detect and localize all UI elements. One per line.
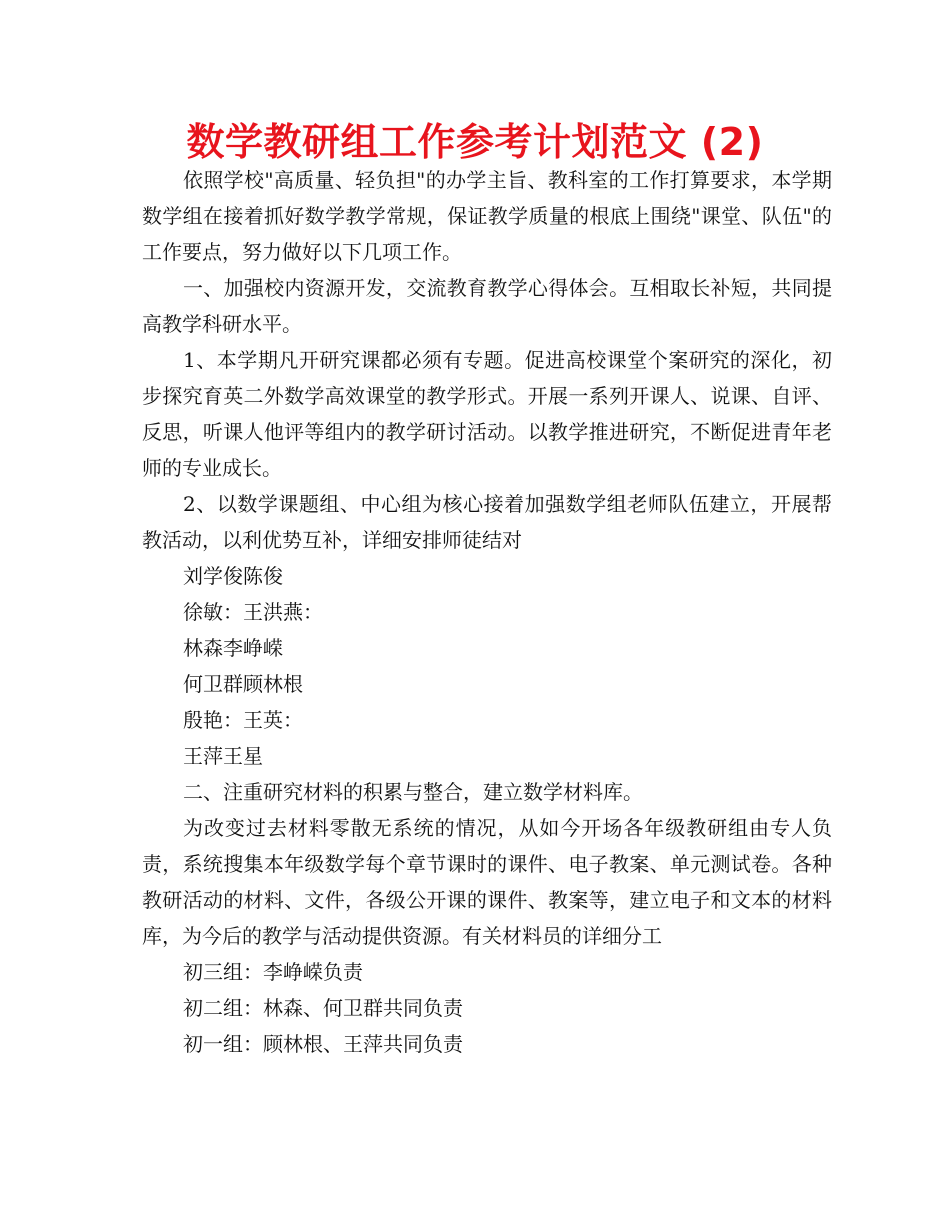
document-body — [142, 162, 832, 1062]
mentor-pair: 殷艳：王英： — [183, 708, 303, 732]
document-title: 数学教研组工作参考计划范文 (2) — [186, 120, 764, 164]
section1-heading: 一、加强校内资源开发，交流教育教学心得体会。互相取长补短，共同提高教学科研水平。 — [142, 276, 832, 336]
mentor-pair: 徐敏：王洪燕： — [183, 600, 323, 624]
item1-paragraph: 1、本学期凡开研究课都必须有专题。促进高校课堂个案研究的深化，初步探究育英二外数学高效课堂的教学形式。开展一系列开课人、说课、自评、反思，听课人他评等组内的教学研讨活动。以教学推进研究，不断促进青年老师的专业成长。 — [142, 348, 832, 480]
mentor-pair: 林森李峥嵘 — [183, 636, 283, 660]
assignment-line: 初三组：李峥嵘负责 — [183, 960, 363, 984]
assignment-line: 初二组：林森、何卫群共同负责 — [183, 996, 463, 1020]
section2-heading: 二、注重研究材料的积累与整合，建立数学材料库。 — [183, 780, 643, 804]
mentor-pair: 王萍王星 — [183, 744, 263, 768]
assignment-line: 初一组：顾林根、王萍共同负责 — [183, 1032, 463, 1056]
mentor-pair: 何卫群顾林根 — [183, 672, 303, 696]
intro-paragraph: 依照学校"高质量、轻负担"的办学主旨、教科室的工作打算要求，本学期数学组在接着抓好数学教学常规，保证教学质量的根底上围绕"课堂、队伍"的工作要点，努力做好以下几项工作。 — [142, 168, 832, 264]
mentor-pair: 刘学俊陈俊 — [183, 564, 283, 588]
section2-paragraph: 为改变过去材料零散无系统的情况，从如今开场各年级教研组由专人负责，系统搜集本年级数学每个章节课时的课件、电子教案、单元测试卷。各种教研活动的材料、文件，各级公开课的课件、教案等，建立电子和文本的材料库，为今后的教学与活动提供资源。有关材料员的详细分工 — [142, 816, 832, 948]
item2-paragraph: 2、以数学课题组、中心组为核心接着加强数学组老师队伍建立，开展帮教活动，以利优势互补，详细安排师徒结对 — [142, 492, 832, 552]
